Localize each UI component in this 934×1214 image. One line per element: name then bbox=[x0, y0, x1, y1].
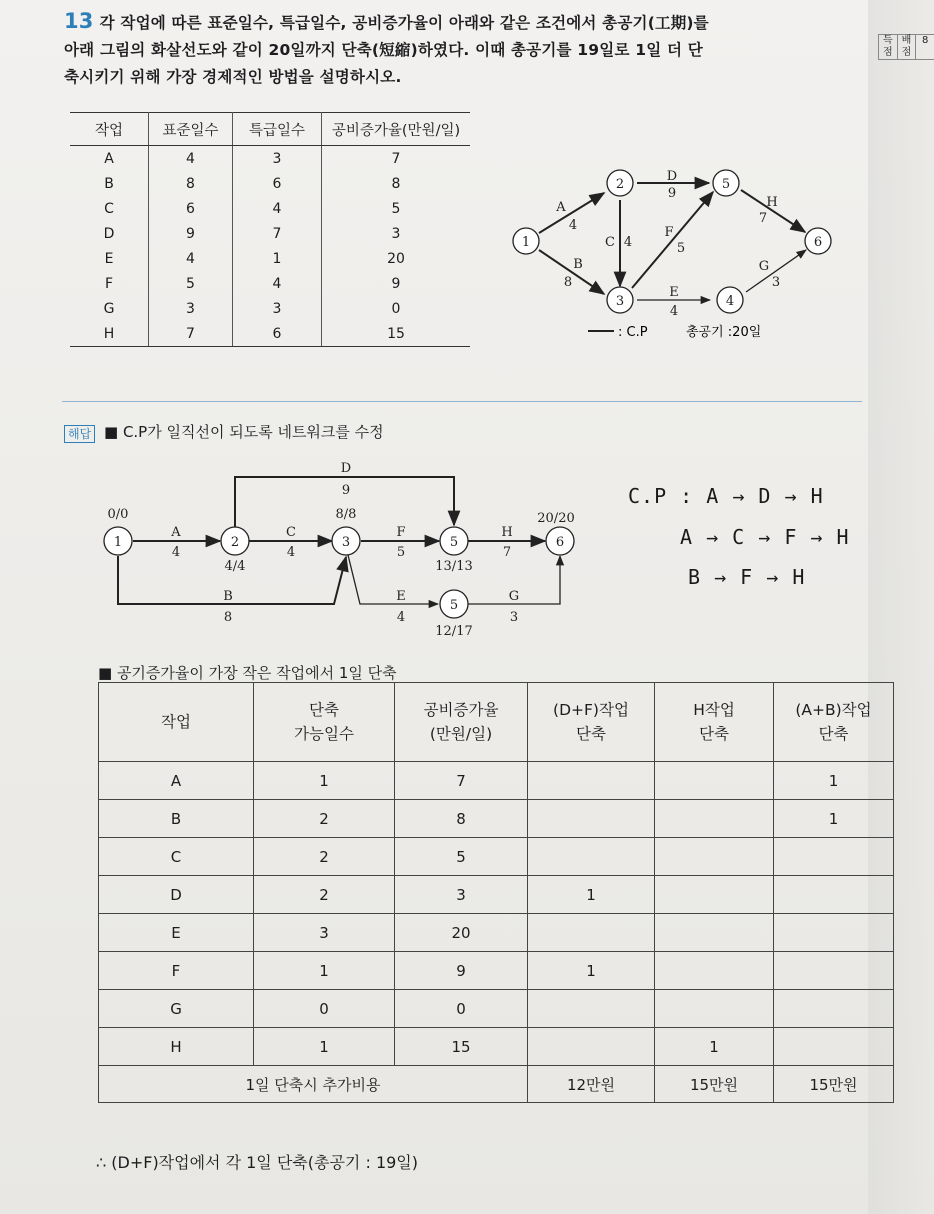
table-cell: 1 bbox=[254, 762, 395, 800]
edge-days-c-rev: 4 bbox=[286, 545, 296, 560]
table-cell: D bbox=[70, 221, 149, 246]
table-cell bbox=[528, 1028, 655, 1066]
edge-days-h-rev: 7 bbox=[502, 545, 512, 560]
section-divider bbox=[62, 401, 862, 402]
node-label-4: 4 bbox=[725, 294, 735, 309]
table-cell: 0 bbox=[254, 990, 395, 1028]
node-label-3: 3 bbox=[615, 294, 625, 309]
crash-col-h bbox=[655, 683, 774, 762]
table-cell bbox=[655, 914, 774, 952]
edge-label-a-rev: A bbox=[171, 525, 181, 540]
edge-label-b-rev: B bbox=[223, 589, 233, 604]
edge-label-c: C bbox=[605, 235, 615, 250]
edge-days-a: 4 bbox=[568, 218, 578, 233]
table-cell: G bbox=[99, 990, 254, 1028]
table-cell: 8 bbox=[391, 175, 401, 192]
table-row bbox=[99, 838, 894, 876]
edge-days-h: 7 bbox=[758, 211, 768, 226]
table-row bbox=[99, 914, 894, 952]
table-cell: 8 bbox=[149, 171, 233, 196]
table-cell: 3 bbox=[395, 876, 528, 914]
table-cell bbox=[655, 876, 774, 914]
node-time-6: 20/20 bbox=[537, 511, 575, 526]
score-label: 득점 bbox=[879, 35, 898, 59]
table-cell bbox=[528, 800, 655, 838]
footer-cost-ab: 15만원 bbox=[774, 1066, 894, 1103]
table-cell: 2 bbox=[254, 800, 395, 838]
legend-total-duration: 총공기 :20일 bbox=[686, 325, 762, 340]
table-row bbox=[70, 196, 470, 221]
node-label-5b-revised: 5 bbox=[449, 598, 459, 613]
conclusion: ∴ (D+F)작업에서 각 1일 단축(총공기 : 19일) bbox=[96, 1153, 418, 1172]
table-row bbox=[99, 876, 894, 914]
table-cell: 4 bbox=[149, 246, 233, 271]
table-cell: E bbox=[70, 246, 149, 271]
table-row bbox=[70, 246, 470, 271]
table-cell: 0 bbox=[395, 990, 528, 1028]
table-cell: H bbox=[70, 321, 149, 347]
table-cell: 3 bbox=[391, 225, 401, 242]
edge-f bbox=[632, 192, 713, 288]
edge-label-d: D bbox=[666, 169, 678, 184]
table-row bbox=[99, 1028, 894, 1066]
node-label-5-revised: 5 bbox=[449, 535, 459, 550]
table-row bbox=[70, 221, 470, 246]
table-row bbox=[99, 800, 894, 838]
crash-analysis-table bbox=[98, 682, 894, 1103]
table-cell: 15 bbox=[322, 321, 471, 347]
question-block bbox=[64, 8, 854, 91]
conditions-header-row bbox=[70, 113, 470, 146]
table-cell bbox=[528, 914, 655, 952]
table-cell: B bbox=[99, 800, 254, 838]
table-cell: 7 bbox=[233, 221, 322, 246]
table-cell: 2 bbox=[254, 876, 395, 914]
table-cell: 5 bbox=[149, 271, 233, 296]
table-cell: B bbox=[70, 171, 149, 196]
table-cell: 3 bbox=[254, 914, 395, 952]
edge-days-a-rev: 4 bbox=[171, 545, 181, 560]
edge-days-b-rev: 8 bbox=[223, 610, 233, 625]
edge-days-g-rev: 3 bbox=[509, 610, 519, 625]
col-header-normal-days: 표준일수 bbox=[149, 113, 233, 146]
table-cell: 9 bbox=[149, 221, 233, 246]
table-cell: 1 bbox=[254, 1028, 395, 1066]
col-header-cost-slope: 공비증가율(만원/일) bbox=[322, 113, 471, 146]
table-cell: 4 bbox=[233, 196, 322, 221]
edge-label-h-rev: H bbox=[501, 525, 513, 540]
table-row bbox=[70, 296, 470, 321]
crash-col-df-text: (D+F)작업 단축 bbox=[553, 701, 629, 743]
table-cell: C bbox=[70, 196, 149, 221]
table-cell: 5 bbox=[395, 838, 528, 876]
table-cell: 9 bbox=[391, 275, 401, 292]
node-label-2: 2 bbox=[615, 177, 625, 192]
table-cell bbox=[774, 1028, 894, 1066]
edge-label-e-rev: E bbox=[396, 589, 406, 604]
solution-heading-crash: ■ 공기증가율이 가장 작은 작업에서 1일 단축 bbox=[98, 664, 397, 682]
crash-col-ab bbox=[774, 683, 894, 762]
node-label-6-revised: 6 bbox=[555, 535, 565, 550]
table-cell bbox=[655, 762, 774, 800]
table-cell bbox=[528, 838, 655, 876]
node-time-3: 8/8 bbox=[335, 507, 357, 522]
edge-label-f-rev: F bbox=[396, 525, 406, 540]
table-cell: A bbox=[70, 146, 149, 172]
crash-col-df bbox=[528, 683, 655, 762]
question-line-3: 축시키기 위해 가장 경제적인 방법을 설명하시오. bbox=[64, 68, 402, 86]
edge-days-e-rev: 4 bbox=[396, 610, 406, 625]
handwritten-path-2: A → C → F → H bbox=[680, 525, 850, 549]
solution-tag: 해답 bbox=[64, 425, 95, 443]
node-time-5: 13/13 bbox=[435, 559, 473, 574]
handwritten-path-3: B → F → H bbox=[688, 565, 806, 589]
table-cell: 20 bbox=[387, 250, 405, 267]
table-cell bbox=[528, 762, 655, 800]
table-cell: 3 bbox=[149, 296, 233, 321]
edge-label-h: H bbox=[766, 195, 778, 210]
table-cell: 1 bbox=[528, 876, 655, 914]
edge-days-f: 5 bbox=[676, 241, 686, 256]
table-cell: 6 bbox=[149, 196, 233, 221]
node-label-3-revised: 3 bbox=[341, 535, 351, 550]
points-value: 8 bbox=[916, 35, 934, 59]
table-cell bbox=[528, 990, 655, 1028]
table-cell: 5 bbox=[391, 200, 401, 217]
conditions-table bbox=[70, 112, 470, 347]
edge-days-e: 4 bbox=[669, 304, 679, 319]
table-cell: C bbox=[99, 838, 254, 876]
edge-label-e: E bbox=[669, 285, 679, 300]
node-label-5: 5 bbox=[721, 177, 731, 192]
crash-col-days bbox=[254, 683, 395, 762]
question-number: 13 bbox=[64, 9, 94, 33]
table-cell: F bbox=[70, 271, 149, 296]
col-header-task: 작업 bbox=[70, 113, 149, 146]
table-cell bbox=[774, 876, 894, 914]
table-cell bbox=[774, 952, 894, 990]
edge-days-f-rev: 5 bbox=[396, 545, 406, 560]
table-cell bbox=[655, 838, 774, 876]
node-label-6: 6 bbox=[813, 235, 823, 250]
legend-cp-text: : C.P bbox=[618, 325, 648, 340]
edge-label-c-rev: C bbox=[286, 525, 296, 540]
table-cell: 20 bbox=[395, 914, 528, 952]
table-cell: 1 bbox=[233, 246, 322, 271]
table-row bbox=[70, 321, 470, 347]
table-cell bbox=[655, 952, 774, 990]
edge-label-f: F bbox=[664, 225, 674, 240]
table-cell bbox=[774, 990, 894, 1028]
table-row bbox=[99, 952, 894, 990]
edge-days-d-rev: 9 bbox=[341, 483, 351, 498]
crash-col-slope-text: 공비증가율 (만원/일) bbox=[423, 701, 499, 743]
crash-col-ab-text: (A+B)작업 단축 bbox=[795, 701, 872, 743]
table-cell bbox=[774, 838, 894, 876]
node-time-5b: 12/17 bbox=[435, 624, 473, 639]
table-cell: 1 bbox=[774, 762, 894, 800]
node-label-1: 1 bbox=[521, 235, 531, 250]
crash-col-slope bbox=[395, 683, 528, 762]
table-cell: G bbox=[70, 296, 149, 321]
network-diagram-revised bbox=[96, 452, 606, 652]
footer-cost-df: 12만원 bbox=[528, 1066, 655, 1103]
table-cell: 8 bbox=[395, 800, 528, 838]
table-row bbox=[70, 146, 470, 172]
table-cell: 15 bbox=[395, 1028, 528, 1066]
edge-days-b: 8 bbox=[563, 275, 573, 290]
table-cell bbox=[655, 990, 774, 1028]
table-cell: 4 bbox=[233, 271, 322, 296]
edge-label-d-rev: D bbox=[340, 461, 352, 476]
table-cell: 1 bbox=[774, 800, 894, 838]
edge-days-g: 3 bbox=[771, 275, 781, 290]
node-label-1-revised: 1 bbox=[113, 535, 123, 550]
crash-header-row bbox=[99, 683, 894, 762]
edge-e-revised bbox=[348, 555, 438, 604]
table-cell bbox=[774, 914, 894, 952]
table-row bbox=[70, 271, 470, 296]
points-label: 배점 bbox=[898, 35, 917, 59]
table-cell: 0 bbox=[391, 300, 401, 317]
table-cell: F bbox=[99, 952, 254, 990]
col-header-crash-days: 특급일수 bbox=[233, 113, 322, 146]
question-line-2: 아래 그림의 화살선도와 같이 20일까지 단축(短縮)하였다. 이때 총공기를 19일로 1일 더 단 bbox=[64, 41, 703, 59]
edge-days-d: 9 bbox=[667, 186, 677, 201]
table-cell: 7 bbox=[391, 150, 401, 167]
table-cell: 6 bbox=[233, 171, 322, 196]
node-time-2: 4/4 bbox=[224, 559, 246, 574]
edge-days-c: 4 bbox=[623, 235, 633, 250]
crash-col-days-text: 단축 가능일수 bbox=[294, 701, 354, 743]
table-cell: 9 bbox=[395, 952, 528, 990]
table-cell bbox=[655, 800, 774, 838]
handwritten-critical-path: C.P : A → D → H bbox=[628, 484, 824, 508]
table-cell: H bbox=[99, 1028, 254, 1066]
footer-label: 1일 단축시 추가비용 bbox=[99, 1066, 528, 1103]
node-time-1: 0/0 bbox=[107, 507, 129, 522]
edge-label-a: A bbox=[556, 200, 566, 215]
edge-label-g-rev: G bbox=[508, 589, 520, 604]
table-row bbox=[70, 171, 470, 196]
table-cell: 2 bbox=[254, 838, 395, 876]
table-cell: 1 bbox=[528, 952, 655, 990]
crash-col-h-text: H작업 단축 bbox=[693, 701, 735, 743]
table-cell: 3 bbox=[233, 146, 322, 172]
table-cell: 7 bbox=[149, 321, 233, 347]
table-cell: A bbox=[99, 762, 254, 800]
crash-col-task: 작업 bbox=[99, 683, 254, 762]
table-row bbox=[99, 762, 894, 800]
table-cell: 3 bbox=[233, 296, 322, 321]
node-label-2-revised: 2 bbox=[230, 535, 240, 550]
table-cell: 1 bbox=[655, 1028, 774, 1066]
table-cell: 7 bbox=[395, 762, 528, 800]
crash-footer-row bbox=[99, 1066, 894, 1103]
table-cell: E bbox=[99, 914, 254, 952]
edge-label-g: G bbox=[758, 259, 770, 274]
solution-heading-network: ■ C.P가 일직선이 되도록 네트워크를 수정 bbox=[104, 423, 384, 441]
table-row bbox=[99, 990, 894, 1028]
table-cell: 6 bbox=[233, 321, 322, 347]
question-line-1: 각 작업에 따른 표준일수, 특급일수, 공비증가율이 아래와 같은 조건에서 총공기(工期)를 bbox=[99, 14, 709, 32]
score-box bbox=[878, 34, 934, 60]
table-cell: 4 bbox=[149, 146, 233, 172]
table-cell: D bbox=[99, 876, 254, 914]
table-cell: 1 bbox=[254, 952, 395, 990]
edge-label-b: B bbox=[573, 257, 583, 272]
footer-cost-h: 15만원 bbox=[655, 1066, 774, 1103]
network-diagram-original bbox=[500, 160, 850, 350]
